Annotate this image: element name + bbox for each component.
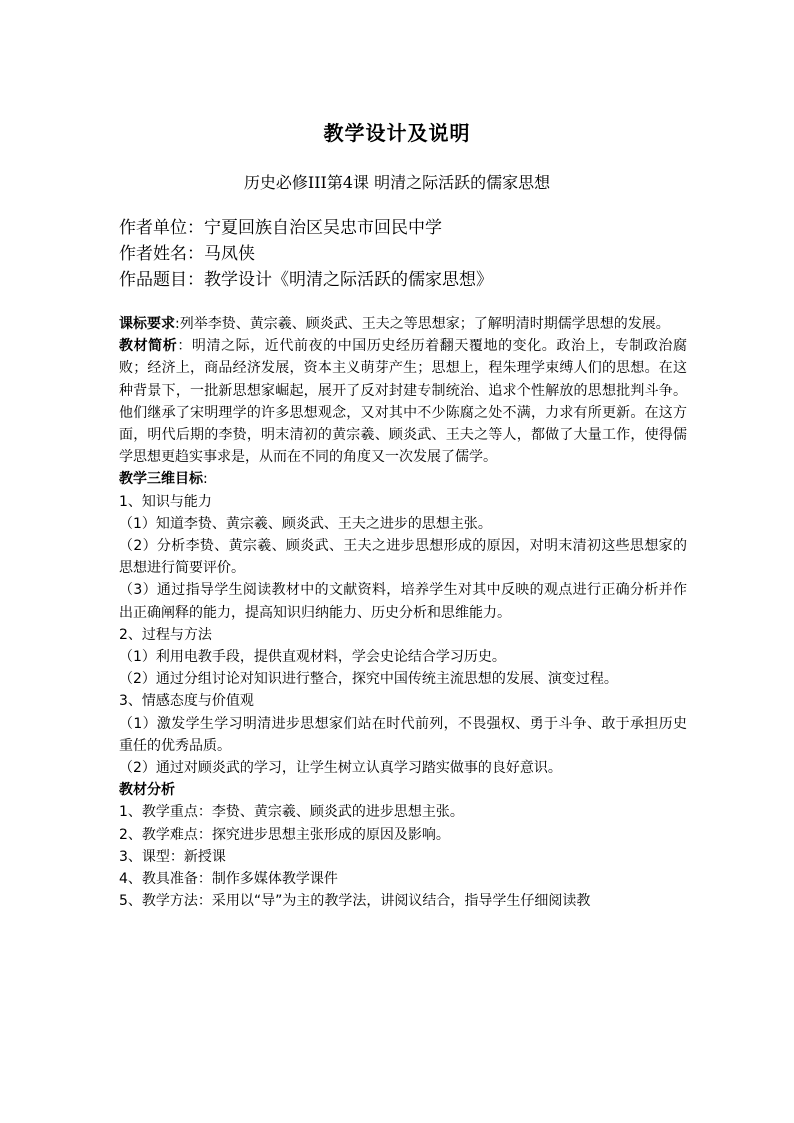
document-title: 教学设计及说明 bbox=[323, 121, 471, 145]
document-subtitle: 历史必修III第4课 明清之际活跃的儒家思想 bbox=[243, 173, 551, 192]
materials-intro-label: 教材简析 bbox=[119, 338, 178, 355]
goal-emotion-2: （2）通过对顾炎武的学习，让学生树立认真学习踏实做事的良好意识。 bbox=[119, 760, 562, 777]
analysis-heading: 教材分析 bbox=[119, 782, 175, 799]
goals-label: 教学三维目标 bbox=[119, 471, 203, 488]
goal-knowledge-2: （2）分析李贽、黄宗羲、顾炎武、王夫之进步思想形成的原因，对明末清初这些思想家的思想进行简要评价。 bbox=[119, 538, 687, 577]
goal-emotion-1: （1）激发学生学习明清进步思想家们站在时代前列，不畏强权、勇于斗争、敢于承担历史重任的优秀品质。 bbox=[119, 715, 687, 754]
materials-intro-paragraph bbox=[119, 335, 687, 468]
work-title: 作品题目：教学设计《明清之际活跃的儒家思想》 bbox=[119, 270, 493, 290]
standard-label: 课标要求 bbox=[119, 316, 175, 332]
materials-intro-text: ：明清之际，近代前夜的中国历史经历着翻天覆地的变化。政治上，专制政治腐败；经济上，商品经济发展，资本主义萌芽产生；思想上，程朱理学束缚人们的思想。在这种背景下，一批新思想家崛起，展开了反对封建专制统治、追求个性解放的思想批判斗争。他们继承了宋明理学的许多思想观念，又对其中不少陈腐之处不满，力求有所更新。在这方面，明代后期的李贽，明末清初的黄宗羲、顾炎武、王夫之等人，都做了大量工作，使得儒学思想更趋实事求是，从而在不同的角度又一次发展了儒学。 bbox=[119, 338, 688, 466]
author-info bbox=[119, 215, 679, 293]
document-body bbox=[119, 313, 687, 912]
analysis-item-2: 2、教学难点：探究进步思想主张形成的原因及影响。 bbox=[119, 826, 450, 843]
goal-knowledge-3: （3）通过指导学生阅读教材中的文献资料，培养学生对其中反映的观点进行正确分析并作出正确阐释的能力，提高知识归纳能力、历史分析和思维能力。 bbox=[119, 582, 687, 621]
analysis-item-5: 5、教学方法：采用以“导”为主的教学法，讲阅议结合，指导学生仔细阅读教 bbox=[119, 893, 591, 910]
analysis-item-1: 1、教学重点：李贽、黄宗羲、顾炎武的进步思想主张。 bbox=[119, 804, 464, 821]
standard-text: :列举李贽、黄宗羲、顾炎武、王夫之等思想家；了解明清时期儒学思想的发展。 bbox=[175, 316, 670, 332]
goal-knowledge-1: （1）知道李贽、黄宗羲、顾炎武、王夫之进步的思想主张。 bbox=[119, 515, 492, 532]
goal-process-1: （1）利用电教手段，提供直观材料，学会史论结合学习历史。 bbox=[119, 649, 506, 666]
analysis-item-3: 3、课型：新授课 bbox=[119, 848, 226, 865]
author-name: 作者姓名：马凤侠 bbox=[119, 244, 255, 264]
goal-process-2: （2）通过分组讨论对知识进行整合，探究中国传统主流思想的发展、演变过程。 bbox=[119, 671, 618, 688]
goal-emotion-title: 3、情感态度与价值观 bbox=[119, 693, 254, 710]
goals-colon: : bbox=[203, 471, 208, 488]
standard-paragraph bbox=[119, 313, 687, 335]
goals-heading bbox=[119, 468, 687, 490]
goal-knowledge-title: 1、知识与能力 bbox=[119, 493, 212, 510]
analysis-item-4: 4、教具准备：制作多媒体教学课件 bbox=[119, 871, 338, 888]
author-unit: 作者单位：宁夏回族自治区吴忠市回民中学 bbox=[119, 218, 442, 238]
goal-process-title: 2、过程与方法 bbox=[119, 626, 212, 643]
